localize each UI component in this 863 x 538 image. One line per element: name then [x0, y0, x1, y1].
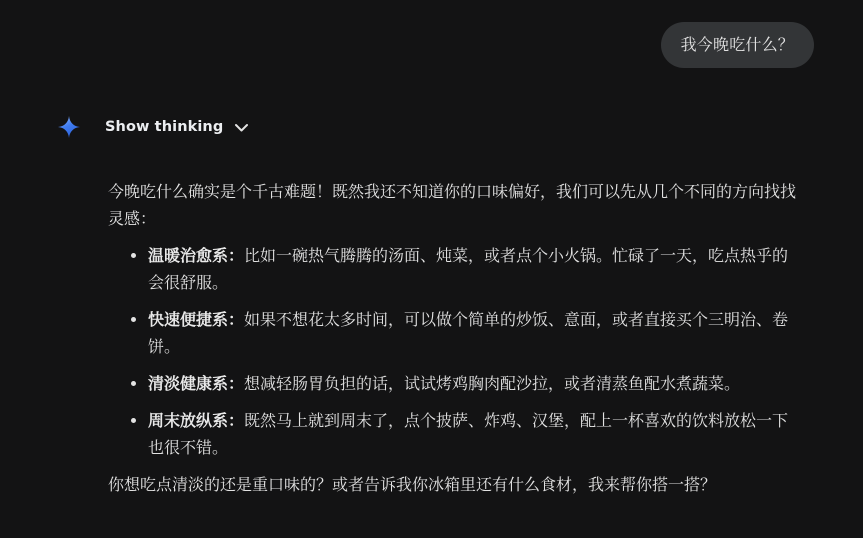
user-message-bubble: 我今晚吃什么？ [661, 22, 814, 68]
gemini-sparkle-icon [58, 116, 80, 138]
suggestion-title: 快速便捷系： [148, 310, 245, 329]
response-outro: 你想吃点清淡的还是重口味的？或者告诉我你冰箱里还有什么食材，我来帮你搭一搭？ [108, 475, 717, 494]
model-response [108, 178, 800, 498]
suggestion-text: 如果不想花太多时间，可以做个简单的炒饭、意面，或者直接买个三明治、卷饼。 [148, 310, 789, 356]
suggestion-title: 清淡健康系： [148, 374, 245, 393]
suggestion-item [148, 370, 800, 397]
suggestion-text: 比如一碗热气腾腾的汤面、炖菜，或者点个小火锅。忙碌了一天，吃点热乎的会很舒服。 [148, 246, 789, 292]
suggestion-item [148, 242, 800, 296]
suggestion-item [148, 407, 800, 461]
suggestion-title: 周末放纵系： [148, 411, 245, 430]
suggestion-title: 温暖治愈系： [148, 246, 245, 265]
show-thinking-label: Show thinking [105, 119, 224, 135]
suggestion-item [148, 306, 800, 360]
chevron-down-icon [234, 121, 249, 133]
response-intro: 今晚吃什么确实是个千古难题！既然我还不知道你的口味偏好，我们可以先从几个不同的方向找找灵感： [108, 182, 797, 228]
user-message-row [661, 22, 814, 68]
suggestion-text: 想减轻肠胃负担的话，试试烤鸡胸肉配沙拉，或者清蒸鱼配水煮蔬菜。 [244, 374, 741, 393]
suggestion-text: 既然马上就到周末了，点个披萨、炸鸡、汉堡，配上一杯喜欢的饮料放松一下也很不错。 [148, 411, 789, 457]
show-thinking-toggle[interactable] [105, 119, 249, 135]
suggestion-list [108, 242, 800, 461]
model-turn-header [58, 116, 249, 138]
